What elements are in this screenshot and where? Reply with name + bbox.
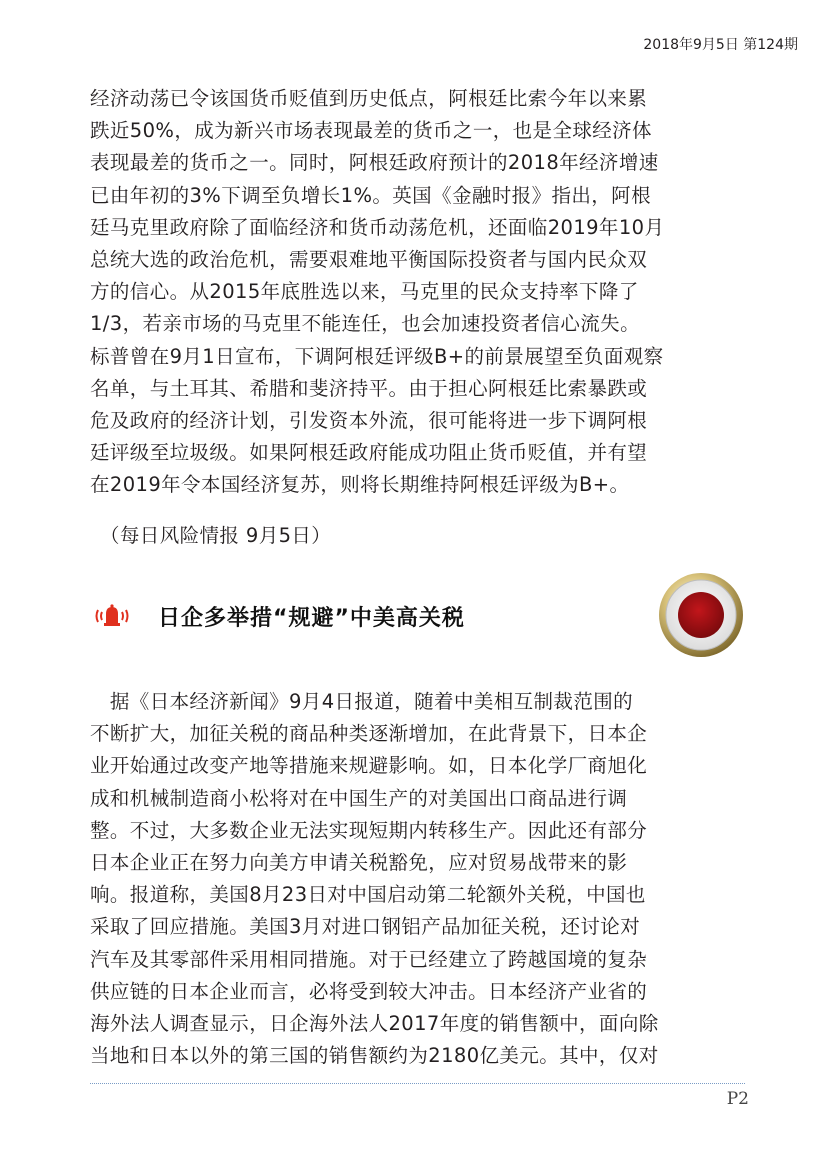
text-line: 成和机械制造商小松将对在中国生产的对美国出口商品进行调 <box>90 786 628 810</box>
text-line: 1/3，若亲市场的马克里不能连任，也会加速投资者信心流失。 <box>90 312 640 336</box>
text-line: 当地和日本以外的第三国的销售额约为2180亿美元。其中，仅对 <box>90 1044 659 1068</box>
text-line: 据《日本经济新闻》9月4日报道，随着中美相互制裁范围的 <box>90 690 634 713</box>
text-line: 汽车及其零部件采用相同措施。对于已经建立了跨越国境的复杂 <box>90 947 648 971</box>
text-line: 廷马克里政府除了面临经济和货币动荡危机，还面临2019年10月 <box>90 215 665 239</box>
text-line: 方的信心。从2015年底胜选以来，马克里的民众支持率下降了 <box>90 280 639 304</box>
section-title: 日企多举措“规避”中美高关税 <box>158 605 465 631</box>
red-button-icon <box>658 572 744 658</box>
text-line: 在2019年令本国经济复苏，则将长期维持阿根廷评级为B+。 <box>90 473 630 497</box>
article-source: （每日风险情报 9月5日） <box>100 524 332 547</box>
text-line: 采取了回应措施。美国3月对进口钢铝产品加征关税，还讨论对 <box>90 915 641 939</box>
footer-divider <box>90 1083 745 1084</box>
text-line: 响。报道称，美国8月23日对中国启动第二轮额外关税，中国也 <box>90 883 646 907</box>
page-number: P2 <box>726 1089 749 1109</box>
text-line: 表现最差的货币之一。同时，阿根廷政府预计的2018年经济增速 <box>90 151 659 175</box>
header-date-issue: 2018年9月5日 第124期 <box>643 37 798 53</box>
text-line: 跌近50%，成为新兴市场表现最差的货币之一，也是全球经济体 <box>90 119 652 143</box>
text-line: 危及政府的经济计划，引发资本外流，很可能将进一步下调阿根 <box>90 408 648 432</box>
article-argentina-text <box>90 83 750 501</box>
alarm-bell-icon <box>92 602 132 630</box>
text-line: 整。不过，大多数企业无法实现短期内转移生产。因此还有部分 <box>90 818 648 842</box>
text-line: 名单，与土耳其、希腊和斐济持平。由于担心阿根廷比索暴跌或 <box>90 376 648 400</box>
text-line: 总统大选的政治危机，需要艰难地平衡国际投资者与国内民众双 <box>90 247 648 271</box>
text-line: 供应链的日本企业而言，必将受到较大冲击。日本经济产业省的 <box>90 979 648 1003</box>
text-line: 不断扩大，加征关税的商品种类逐渐增加，在此背景下，日本企 <box>90 722 648 746</box>
article-japan-text <box>90 686 750 1072</box>
text-line: 已由年初的3%下调至负增长1%。英国《金融时报》指出，阿根 <box>90 183 651 207</box>
text-line: 廷评级至垃圾级。如果阿根廷政府能成功阻止货币贬值，并有望 <box>90 441 648 465</box>
text-line: 业开始通过改变产地等措施来规避影响。如，日本化学厂商旭化 <box>90 754 648 778</box>
text-line: 经济动荡已令该国货币贬值到历史低点，阿根廷比索今年以来累 <box>90 87 648 110</box>
text-line: 日本企业正在努力向美方申请关税豁免，应对贸易战带来的影 <box>90 850 628 874</box>
text-line: 海外法人调查显示，日企海外法人2017年度的销售额中，面向除 <box>90 1011 659 1035</box>
text-line: 标普曾在9月1日宣布，下调阿根廷评级B+的前景展望至负面观察 <box>90 344 664 368</box>
section-header <box>92 596 465 636</box>
